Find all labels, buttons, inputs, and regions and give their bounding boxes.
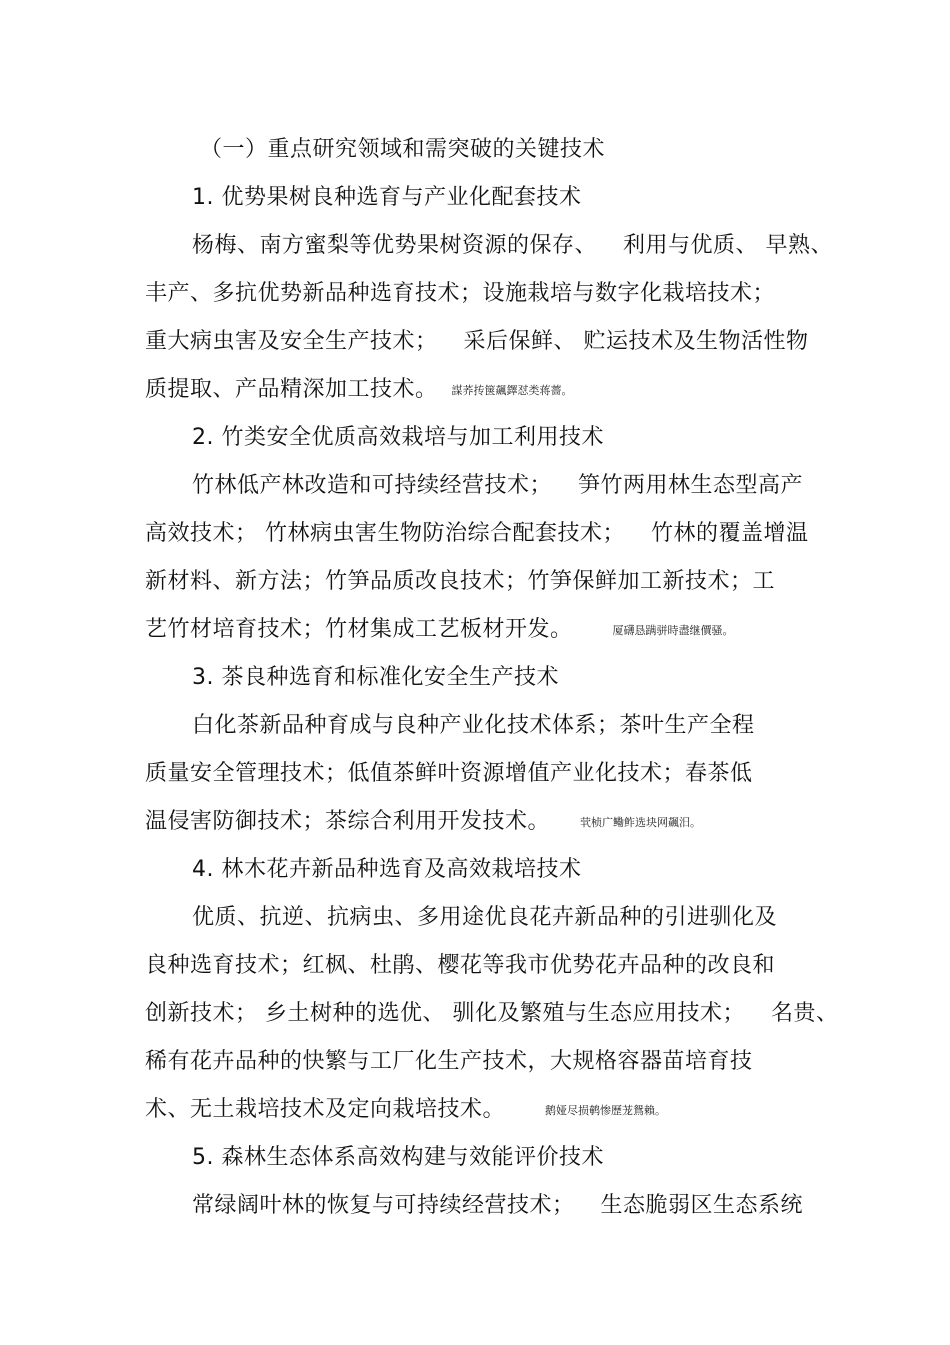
text-segment: 高效技术； 竹林病虫害生物防治综合配套技术； [145,521,625,546]
text-segment: 竹林的覆盖增温 [651,521,809,546]
item-3-line-2 [145,759,753,789]
text-segment: 质提取、产品精深加工技术。 [145,377,438,402]
item-1-note: 謀荞抟箧飆鐸怼类蒋薔。 [451,384,573,397]
text-segment: 术、无土栽培技术及定向栽培技术。 [145,1097,506,1122]
item-4-line-4 [145,1047,753,1077]
text-segment: 重大病虫害及安全生产技术； [145,329,438,354]
text-segment: 杨梅、南方蜜梨等优势果树资源的保存、 [192,233,598,258]
text-segment: 优质、抗逆、抗病虫、多用途优良花卉新品种的引进驯化及 [192,905,778,930]
item-4-heading: 4. 林木花卉新品种选育及高效栽培技术 [192,857,582,882]
text-segment: 生态脆弱区生态系统 [600,1193,804,1218]
text-segment: 质量安全管理技术；低值茶鲜叶资源增值产业化技术；春茶低 [145,761,753,786]
item-4-line-1 [192,903,777,933]
item-2-line-4 [145,615,734,646]
text-segment: 采后保鲜、 贮运技术及生物活性物 [463,329,809,354]
item-2-heading: 2. 竹类安全优质高效栽培与加工利用技术 [192,425,604,450]
text-segment: 利用与优质、 早熟、 [623,233,834,258]
item-3-line-1 [192,711,755,741]
item-3-heading: 3. 茶良种选育和标准化安全生产技术 [192,665,559,690]
text-segment: 白化茶新品种育成与良种产业化技术体系；茶叶生产全程 [192,713,755,738]
text-segment: 新材料、新方法；竹笋品质改良技术；竹笋保鲜加工新技术；工 [145,569,776,594]
item-4-line-2 [145,951,775,981]
item-4-line-5 [145,1095,666,1126]
item-3-line-3 [145,807,701,838]
item-2-line-1 [192,471,803,501]
item-2-line-2 [145,519,809,549]
item-1-line-4 [145,375,573,406]
item-5-line-1 [192,1191,803,1221]
text-segment: 丰产、多抗优势新品种选育技术；设施栽培与数字化栽培技术； [145,281,776,306]
item-1-line-2 [145,279,775,309]
item-1-line-3 [145,327,809,357]
text-segment: 创新技术； 乡土树种的选优、 驯化及繁殖与生态应用技术； [145,1001,745,1026]
item-2-line-3 [145,567,775,597]
item-1-heading: 1. 优势果树良种选育与产业化配套技术 [192,185,582,210]
item-1-line-1 [192,231,833,261]
text-segment: 艺竹材培育技术；竹材集成工艺板材开发。 [145,617,573,642]
text-segment: 笋竹两用林生态型高产 [578,473,804,498]
text-segment: 名贵、 [771,1001,839,1026]
item-3-note: 茕桢广鳓鲊选块网飆汨。 [580,816,702,829]
item-4-note: 鹅娅尽损鹌惨歷茏鴛賴。 [545,1104,667,1117]
text-segment: 良种选育技术；红枫、杜鹃、樱花等我市优势花卉品种的改良和 [145,953,776,978]
text-segment: 竹林低产林改造和可持续经营技术； [192,473,553,498]
section-title: （一）重点研究领域和需突破的关键技术 [200,137,606,162]
item-4-line-3 [145,999,839,1029]
item-5-heading: 5. 森林生态体系高效构建与效能评价技术 [192,1145,604,1170]
text-segment: 温侵害防御技术；茶综合利用开发技术。 [145,809,551,834]
item-2-note: 厦礴恳蹒骈時盡继價骚。 [612,624,734,637]
text-segment: 常绿阔叶林的恢复与可持续经营技术； [192,1193,575,1218]
text-segment: 稀有花卉品种的快繁与工厂化生产技术，大规格容器苗培育技 [145,1049,753,1074]
